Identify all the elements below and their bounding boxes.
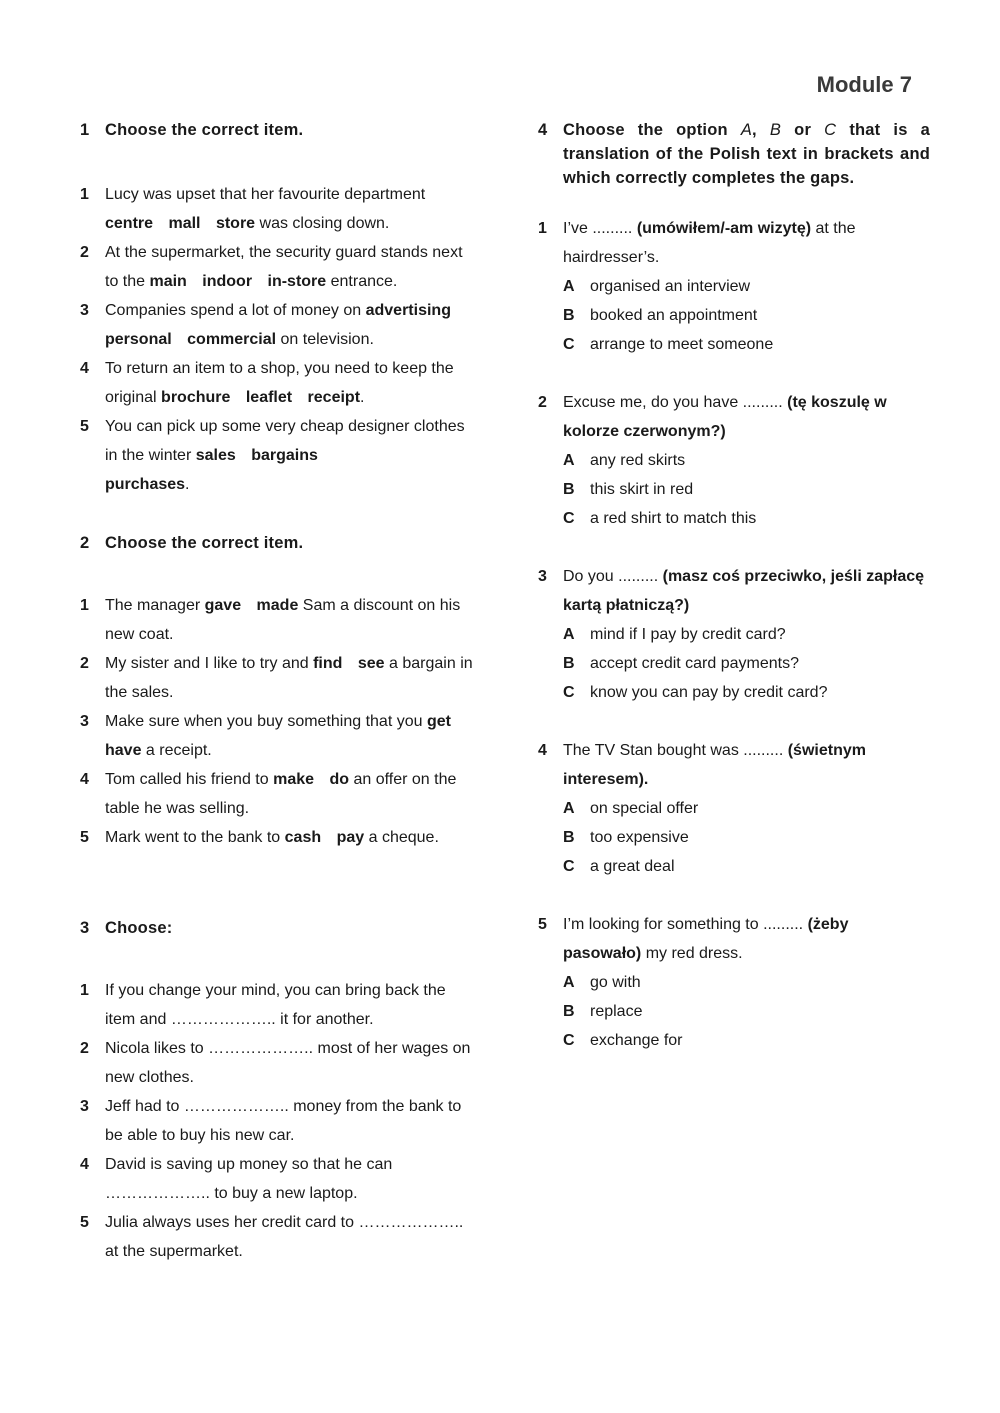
- option-word[interactable]: get: [426, 713, 451, 730]
- answer-letter: C: [563, 1032, 575, 1049]
- answer-option[interactable]: [538, 968, 930, 997]
- option-letter-b: B: [769, 121, 782, 139]
- question-text: Tom called his friend to: [105, 771, 269, 788]
- question-text: I’ve .........: [563, 220, 633, 237]
- question-number: 4: [80, 771, 89, 788]
- section-title: Choose the correct item.: [105, 121, 304, 139]
- option-word[interactable]: in-store: [267, 273, 327, 290]
- question-item: [80, 180, 480, 238]
- option-word[interactable]: receipt: [307, 389, 361, 406]
- question-text: an offer on the table he was selling.: [105, 771, 457, 817]
- module-title: Module 7: [816, 72, 912, 97]
- option-letter-a: A: [740, 121, 753, 139]
- answer-text: booked an appointment: [590, 307, 758, 324]
- answer-option[interactable]: [538, 794, 930, 823]
- question-number: 2: [80, 1040, 89, 1057]
- question-item: [80, 1150, 480, 1208]
- question-number: 4: [80, 1156, 89, 1173]
- question-text: Julia always uses her credit card to ……………….. at the supermarket.: [105, 1214, 464, 1260]
- section-4-heading: [538, 118, 930, 190]
- question-item: [80, 823, 480, 852]
- option-word[interactable]: made: [256, 597, 299, 614]
- left-column: [80, 118, 480, 1266]
- option-word[interactable]: see: [357, 655, 385, 672]
- question-text: was closing down.: [259, 215, 390, 232]
- question-number: 3: [80, 1098, 89, 1115]
- answer-letter: A: [563, 452, 575, 469]
- option-word[interactable]: purchases: [105, 476, 186, 493]
- option-word[interactable]: pay: [336, 829, 365, 846]
- option-word[interactable]: find: [313, 655, 343, 672]
- translation-question: [538, 388, 930, 533]
- answer-letter: C: [563, 684, 575, 701]
- polish-text: (masz coś przeciwko, jeśli zapłacę kartą płatniczą?): [563, 568, 925, 614]
- answer-text: replace: [590, 1003, 643, 1020]
- polish-text: (umówiłem/-am wizytę): [636, 220, 812, 237]
- option-word[interactable]: cash: [284, 829, 322, 846]
- separator: ,: [752, 121, 757, 139]
- question-number: 1: [80, 597, 89, 614]
- section-number: 4: [538, 121, 548, 139]
- option-word[interactable]: have: [105, 742, 142, 759]
- question-number: 2: [80, 655, 89, 672]
- question-text: .: [360, 389, 365, 406]
- question-item: [80, 1034, 480, 1092]
- answer-text: on special offer: [590, 800, 699, 817]
- question-number: 2: [80, 244, 89, 261]
- section-number: 3: [80, 919, 90, 937]
- question-number: 5: [80, 829, 89, 846]
- answer-letter: C: [563, 336, 575, 353]
- question-number: 5: [538, 916, 547, 933]
- answer-text: this skirt in red: [590, 481, 694, 498]
- question-text: Sam a discount on his new coat.: [105, 597, 461, 643]
- question-text: The TV Stan bought was .........: [563, 742, 784, 759]
- question-text: At the supermarket, the security guard stands next to the: [105, 244, 463, 290]
- question-item: [80, 296, 480, 354]
- section-number: 1: [80, 121, 90, 139]
- question-number: 5: [80, 418, 89, 435]
- question-number: 1: [538, 220, 547, 237]
- option-word[interactable]: store: [215, 215, 256, 232]
- answer-letter: A: [563, 278, 575, 295]
- answer-text: exchange for: [590, 1032, 683, 1049]
- answer-letter: C: [563, 858, 575, 875]
- answer-option[interactable]: [538, 823, 930, 852]
- question-text: I’m looking for something to .........: [563, 916, 804, 933]
- answer-letter: B: [563, 1003, 575, 1020]
- section-1-heading: [80, 118, 480, 142]
- question-text: Jeff had to ……………….. money from the bank to be able to buy his new car.: [105, 1098, 462, 1144]
- question-text: Excuse me, do you have .........: [563, 394, 783, 411]
- question-text: my red dress.: [645, 945, 743, 962]
- question-text: at the hairdresser’s.: [563, 220, 856, 266]
- polish-text: (świetnym interesem).: [563, 742, 866, 788]
- section-2-heading: [80, 531, 480, 555]
- answer-text: arrange to meet someone: [590, 336, 774, 353]
- option-word[interactable]: personal: [105, 331, 172, 348]
- answer-option[interactable]: [538, 272, 930, 301]
- question-text: Lucy was upset that her favourite department: [105, 186, 426, 203]
- question-number: 3: [80, 713, 89, 730]
- section-title-rest: that is a translation of the Polish text in brackets and which correctly completes the gaps.: [563, 121, 931, 187]
- question-item: [80, 412, 480, 499]
- question-number: 4: [538, 742, 547, 759]
- answer-letter: B: [563, 307, 575, 324]
- option-word[interactable]: centre: [105, 215, 154, 232]
- option-word[interactable]: make: [273, 771, 315, 788]
- section-title: Choose the correct item.: [105, 534, 304, 552]
- section-title: Choose the option: [563, 121, 728, 139]
- answer-letter: C: [563, 510, 575, 527]
- question-text: .: [185, 476, 190, 493]
- answer-option[interactable]: [538, 330, 930, 359]
- answer-option[interactable]: [538, 997, 930, 1026]
- answer-option[interactable]: [538, 678, 930, 707]
- question-text: Make sure when you buy something that you: [105, 713, 423, 730]
- answer-text: accept credit card payments?: [590, 655, 799, 672]
- polish-text: (żeby pasowało): [563, 916, 849, 962]
- section-1: [80, 118, 480, 499]
- option-word[interactable]: main: [149, 273, 187, 290]
- answer-letter: A: [563, 800, 575, 817]
- option-word[interactable]: indoor: [202, 273, 253, 290]
- option-word[interactable]: bargains: [251, 447, 318, 464]
- question-number: 5: [80, 1214, 89, 1231]
- translation-question: [538, 214, 930, 359]
- question-text: entrance.: [330, 273, 398, 290]
- answer-text: know you can pay by credit card?: [590, 684, 828, 701]
- question-item: [80, 765, 480, 823]
- section-3: [80, 916, 480, 1266]
- question-text: Do you .........: [563, 568, 659, 585]
- question-text: David is saving up money so that he can ……………….. to buy a new laptop.: [105, 1156, 393, 1202]
- question-number: 3: [538, 568, 547, 585]
- option-word[interactable]: brochure: [161, 389, 231, 406]
- answer-option[interactable]: [538, 1026, 930, 1055]
- answer-letter: A: [563, 974, 575, 991]
- question-text: My sister and I like to try and: [105, 655, 309, 672]
- option-word[interactable]: gave: [204, 597, 242, 614]
- answer-text: go with: [590, 974, 641, 991]
- answer-letter: B: [563, 655, 575, 672]
- right-column: [538, 118, 930, 1055]
- question-number: 3: [80, 302, 89, 319]
- question-number: 1: [80, 186, 89, 203]
- question-item: [80, 1208, 480, 1266]
- question-text: Nicola likes to ……………….. most of her wages on new clothes.: [105, 1040, 471, 1086]
- question-item: [80, 649, 480, 707]
- polish-text: (tę koszulę w kolorze czerwonym?): [563, 394, 887, 440]
- answer-text: a red shirt to match this: [590, 510, 757, 527]
- translation-question: [538, 562, 930, 707]
- section-number: 2: [80, 534, 90, 552]
- question-text: a bargain in the sales.: [105, 655, 473, 701]
- answer-option[interactable]: [538, 301, 930, 330]
- question-item: [80, 1092, 480, 1150]
- question-text: If you change your mind, you can bring back the item and ……………….. it for another.: [105, 982, 446, 1028]
- option-letter-c: C: [824, 121, 837, 139]
- answer-option[interactable]: [538, 620, 930, 649]
- option-word[interactable]: leaflet: [245, 389, 293, 406]
- question-item: [80, 238, 480, 296]
- question-text: a cheque.: [368, 829, 439, 846]
- option-word[interactable]: do: [329, 771, 350, 788]
- answer-option[interactable]: [538, 475, 930, 504]
- or-word: or: [794, 121, 812, 139]
- section-2: [80, 531, 480, 852]
- question-text: Companies spend a lot of money on: [105, 302, 362, 319]
- question-text: a receipt.: [145, 742, 212, 759]
- section-3-heading: [80, 916, 480, 940]
- question-item: [80, 591, 480, 649]
- question-number: 1: [80, 982, 89, 999]
- question-number: 2: [538, 394, 547, 411]
- answer-letter: B: [563, 481, 575, 498]
- question-text: To return an item to a shop, you need to keep the original: [105, 360, 454, 406]
- option-word[interactable]: sales: [195, 447, 236, 464]
- answer-text: too expensive: [590, 829, 689, 846]
- question-item: [80, 354, 480, 412]
- section-title: Choose:: [105, 919, 173, 937]
- answer-letter: A: [563, 626, 575, 643]
- question-number: 4: [80, 360, 89, 377]
- translation-question: [538, 910, 930, 1055]
- answer-text: organised an interview: [590, 278, 751, 295]
- question-text: You can pick up some very cheap designer clothes in the winter: [105, 418, 465, 464]
- answer-text: any red skirts: [590, 452, 686, 469]
- option-word[interactable]: mall: [168, 215, 201, 232]
- question-item: [80, 976, 480, 1034]
- question-text: Mark went to the bank to: [105, 829, 281, 846]
- question-text: on television.: [280, 331, 374, 348]
- answer-option[interactable]: [538, 504, 930, 533]
- answer-letter: B: [563, 829, 575, 846]
- translation-question: [538, 736, 930, 881]
- answer-text: mind if I pay by credit card?: [590, 626, 786, 643]
- answer-option[interactable]: [538, 649, 930, 678]
- option-word[interactable]: advertising: [365, 302, 451, 319]
- answer-text: a great deal: [590, 858, 675, 875]
- question-item: [80, 707, 480, 765]
- answer-option[interactable]: [538, 852, 930, 881]
- question-text: The manager: [105, 597, 201, 614]
- answer-option[interactable]: [538, 446, 930, 475]
- option-word[interactable]: commercial: [187, 331, 277, 348]
